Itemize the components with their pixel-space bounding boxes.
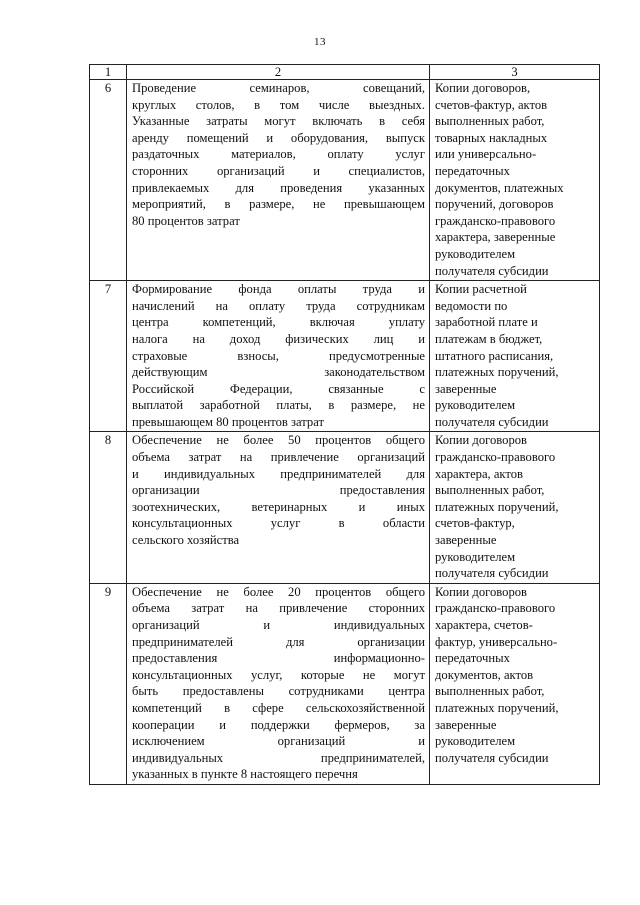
document-text-line: выполненных работ,	[435, 483, 545, 498]
expense-text-line: Обеспечение не более 50 процентов общего	[132, 433, 425, 448]
expense-text-line: кооперации и поддержки фермеров, за	[132, 717, 425, 732]
document-text-line: Копии расчетной	[435, 282, 527, 297]
document-text-line: заработной плате и	[435, 315, 538, 330]
document-text-line: руководителем	[435, 398, 516, 413]
document-text-line: ведомости по	[435, 298, 508, 313]
expense-documents-table	[89, 64, 600, 785]
document-text-line: товарных накладных	[435, 130, 548, 145]
expense-text-line: выплатой заработной платы, в размере, не	[132, 398, 425, 413]
expense-text-line: указанных в пункте 8 настоящего перечня	[132, 767, 358, 782]
document-text-line: руководителем	[435, 734, 516, 749]
document-text-line: документов, актов	[435, 667, 534, 682]
expense-text-line: Обеспечение не более 20 процентов общего	[132, 584, 425, 599]
expense-text-line: раздаточных материалов, оплату услуг	[132, 147, 425, 162]
document-text-line: счетов-фактур,	[435, 516, 515, 531]
required-documents	[430, 432, 600, 583]
document-text-line: гражданско-правового	[435, 450, 556, 465]
required-documents	[430, 583, 600, 784]
document-text-line: характера, заверенные	[435, 230, 556, 245]
expense-text-line: налога на доход физических лиц и	[132, 331, 425, 346]
document-text-line: получателя субсидии	[435, 566, 549, 581]
expense-description	[127, 583, 430, 784]
table-row	[90, 80, 600, 281]
document-text-line: счетов-фактур, актов	[435, 97, 548, 112]
expense-text-line: и индивидуальных предпринимателей для	[132, 466, 425, 481]
expense-text-line: сторонних организаций и специалистов,	[132, 163, 425, 178]
expense-text-line: 80 процентов затрат	[132, 213, 240, 228]
document-text-line: Копии договоров,	[435, 81, 531, 95]
row-number: 7	[90, 281, 127, 432]
document-text-line: руководителем	[435, 246, 516, 261]
expense-text-line: страховые взносы, предусмотренные	[132, 348, 425, 363]
expense-text-line: начислений на оплату труда сотрудникам	[132, 298, 425, 313]
document-text-line: Копии договоров	[435, 584, 527, 599]
document-text-line: заверенные	[435, 717, 497, 732]
row-number: 6	[90, 80, 127, 281]
expense-text-line: Указанные затраты могут включать в себя	[132, 114, 425, 129]
document-text-line: штатного расписания,	[435, 348, 554, 363]
document-text-line: выполненных работ,	[435, 684, 545, 699]
expense-text-line: круглых столов, в том числе выездных.	[132, 97, 425, 112]
document-text-line: или универсально-	[435, 147, 537, 162]
document-text-line: руководителем	[435, 549, 516, 564]
document-text-line: поручений, договоров	[435, 197, 554, 212]
expense-text-line: объема затрат на привлечение организаций	[132, 450, 425, 465]
expense-description	[127, 281, 430, 432]
document-text-line: передаточных	[435, 163, 510, 178]
document-text-line: получателя субсидии	[435, 414, 549, 429]
expense-text-line: организаций и индивидуальных	[132, 618, 425, 632]
expense-description	[127, 432, 430, 583]
document-text-line: заверенные	[435, 533, 497, 548]
expense-text-line: консультационных услуг в области	[132, 516, 425, 531]
document-text-line: фактур, универсально-	[435, 634, 558, 649]
document-text-line: характера, счетов-	[435, 618, 533, 632]
expense-description	[127, 80, 430, 281]
document-text-line: платежных поручений,	[435, 365, 559, 380]
expense-text-line: исключением организаций и	[132, 734, 425, 749]
column-header-expense: 2	[127, 65, 430, 80]
document-text-line: гражданско-правового	[435, 213, 556, 228]
expense-text-line: Российской Федерации, связанные с	[132, 381, 425, 396]
table-row	[90, 432, 600, 583]
document-text-line: заверенные	[435, 381, 497, 396]
expense-text-line: предоставления информационно-	[132, 651, 425, 666]
expense-text-line: мероприятий, в размере, не превышающем	[132, 197, 425, 212]
expense-text-line: зоотехнических, ветеринарных и иных	[132, 499, 425, 514]
column-header-number: 1	[90, 65, 127, 80]
row-number: 9	[90, 583, 127, 784]
document-text-line: получателя субсидии	[435, 750, 549, 765]
document-text-line: получателя субсидии	[435, 263, 549, 278]
expense-text-line: Проведение семинаров, совещаний,	[132, 81, 425, 95]
expense-text-line: Формирование фонда оплаты труда и	[132, 282, 425, 297]
table-header-row	[90, 65, 600, 80]
table-row	[90, 281, 600, 432]
expense-text-line: предпринимателей для организации	[132, 634, 425, 649]
expense-text-line: быть предоставлены сотрудниками центра	[132, 684, 425, 699]
expense-text-line: центра компетенций, включая уплату	[132, 315, 425, 330]
document-text-line: передаточных	[435, 651, 510, 666]
required-documents	[430, 80, 600, 281]
expense-text-line: индивидуальных предпринимателей,	[132, 750, 425, 765]
document-text-line: гражданско-правового	[435, 601, 556, 616]
document-text-line: платежных поручений,	[435, 700, 559, 715]
document-text-line: характера, актов	[435, 466, 523, 481]
document-text-line: выполненных работ,	[435, 114, 545, 129]
table-body	[90, 80, 600, 785]
document-text-line: документов, платежных	[435, 180, 564, 195]
page-number: 13	[314, 36, 326, 48]
document-text-line: платежам в бюджет,	[435, 331, 543, 346]
expense-text-line: превышающем 80 процентов затрат	[132, 414, 324, 429]
table-row	[90, 583, 600, 784]
expense-text-line: консультационных услуг, которые не могут	[132, 667, 425, 682]
row-number: 8	[90, 432, 127, 583]
expense-text-line: сельского хозяйства	[132, 533, 240, 548]
column-header-documents: 3	[430, 65, 600, 80]
expense-text-line: компетенций в сфере сельскохозяйственной	[132, 700, 425, 715]
expense-text-line: объема затрат на привлечение сторонних	[132, 601, 425, 616]
document-text-line: Копии договоров	[435, 433, 527, 448]
expense-text-line: организации предоставления	[132, 483, 425, 498]
document-text-line: платежных поручений,	[435, 499, 559, 514]
required-documents	[430, 281, 600, 432]
expense-text-line: аренду помещений и оборудования, выпуск	[132, 130, 425, 145]
expense-text-line: привлекаемых для проведения указанных	[132, 180, 425, 195]
expense-text-line: действующим законодательством	[132, 365, 425, 380]
